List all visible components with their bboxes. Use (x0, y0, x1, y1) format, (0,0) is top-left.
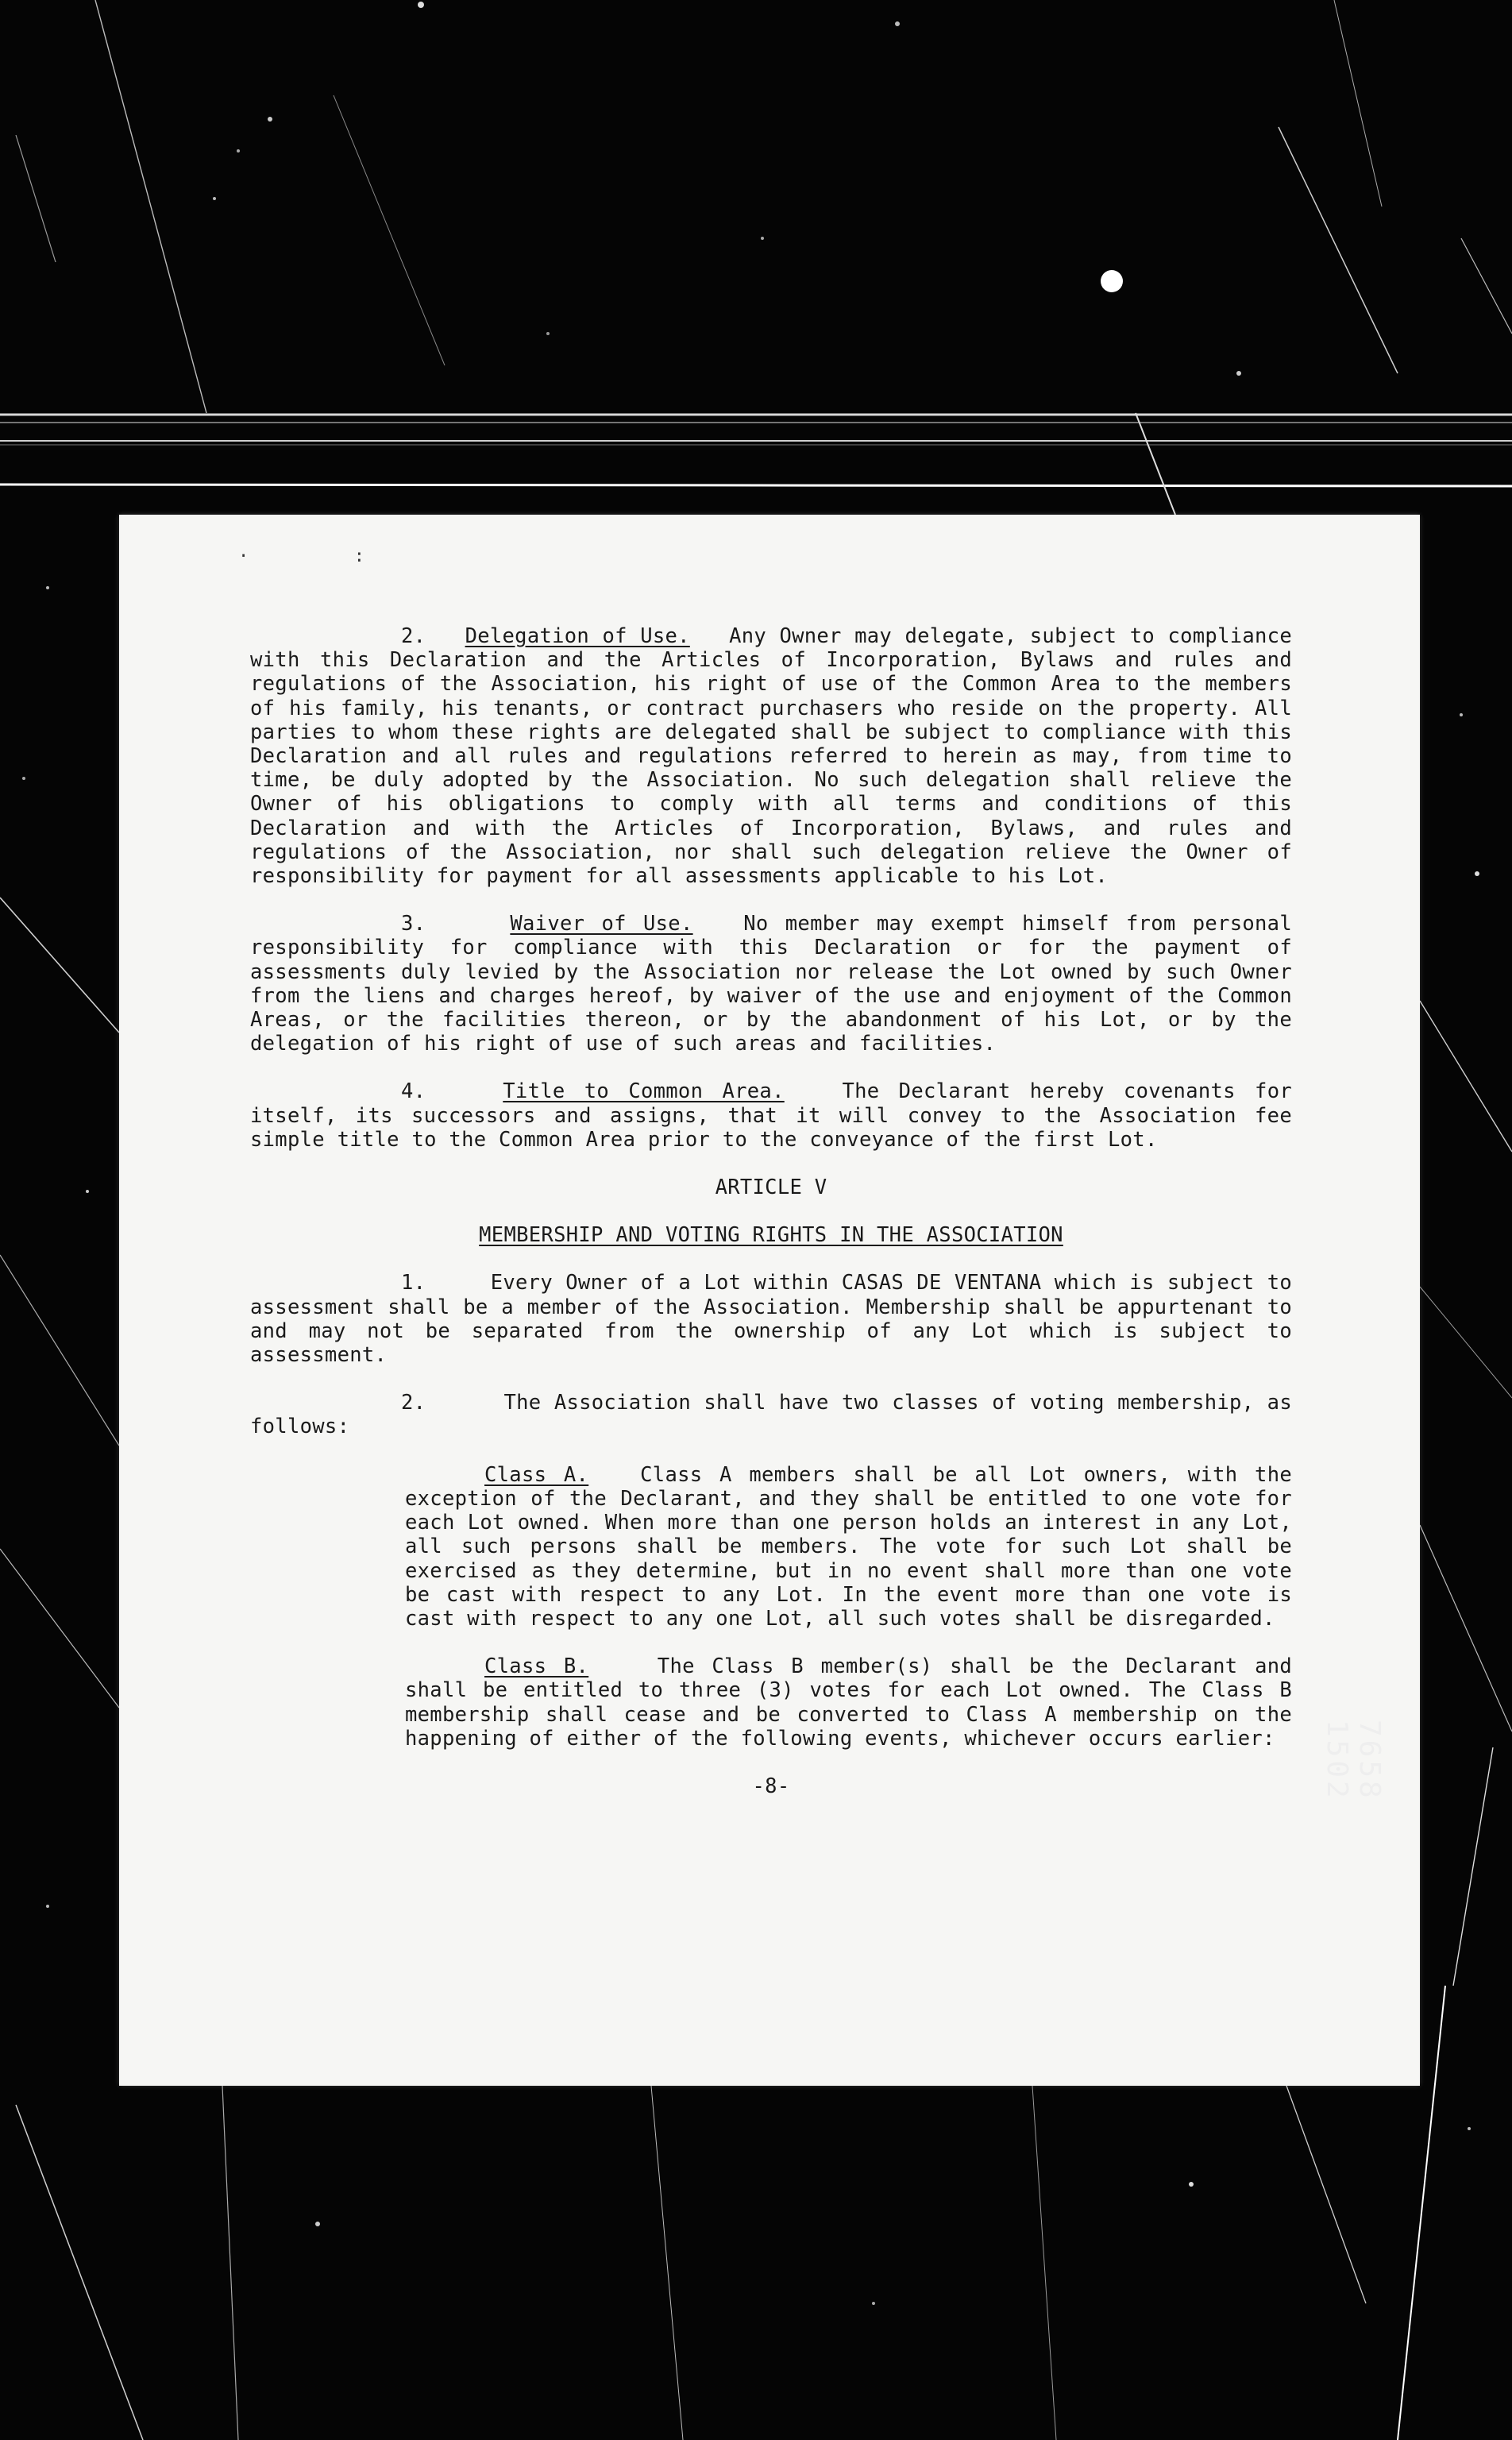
paragraph-membership (250, 1271, 1292, 1367)
paragraph-heading: Class B. (484, 1654, 589, 1679)
paragraph-voting-classes (250, 1391, 1292, 1438)
page-number: -8- (752, 1774, 790, 1798)
page-margin-marks: · : (238, 546, 364, 566)
document-page (119, 515, 1420, 2086)
paragraph-waiver-of-use (250, 912, 1292, 1056)
paragraph-body: The Declarant hereby covenants for itself, its successors and assigns, that it will convey to the Association fee simple title to the Common Area prior to the conveyance of the first Lot. (250, 1079, 1292, 1152)
paragraph-number: 2. (401, 624, 426, 648)
stamp-page-number: 1502 (1321, 1720, 1353, 1801)
paragraph-number: 3. (401, 912, 426, 936)
document-body (250, 624, 1292, 1798)
paragraph-body: Class A members shall be all Lot owners, with the exception of the Declarant, and they shall be entitled to one vote for each Lot owned. When more than one person holds an interest in any Lot, all such persons shall be members. The vote for such Lot shall be exercised as they determine, but in no event shall more than one vote be cast with respect to any Lot. In the event more than one vote is cast with respect to any one Lot, all such votes shall be disregarded. (405, 1462, 1292, 1631)
paragraph-heading: Class A. (484, 1462, 589, 1487)
paragraph-heading: Title to Common Area. (503, 1079, 785, 1104)
paragraph-number: 2. (401, 1391, 426, 1415)
paragraph-number: 1. (401, 1271, 426, 1295)
recording-stamp (1314, 1720, 1386, 1958)
section-heading: MEMBERSHIP AND VOTING RIGHTS IN THE ASSOCIATION (479, 1223, 1063, 1248)
paragraph-delegation-of-use (250, 624, 1292, 888)
paragraph-class-a (405, 1463, 1292, 1631)
paragraph-title-to-common-area (250, 1079, 1292, 1152)
paragraph-heading: Waiver of Use. (510, 912, 693, 936)
paragraph-heading: Delegation of Use. (465, 624, 690, 648)
paragraph-body: Every Owner of a Lot within CASAS DE VENTANA which is subject to assessment shall be a member of the Association. Membership shall be appurtenant to and may not be separated from the ownership of any Lot which is subject to assessment. (250, 1271, 1292, 1368)
paragraph-number: 4. (401, 1079, 426, 1104)
paragraph-body: No member may exempt himself from personal responsibility for compliance with this Declaration or for the payment of assessments duly levied by the Association nor release the Lot owned by such Owner from the liens and charges hereof, by waiver of the use and enjoyment of the Common Areas, or the facilities thereon, or by the abandonment of his Lot, or by the delegation of his right of use of such areas and facilities. (250, 912, 1292, 1056)
paragraph-class-b (405, 1654, 1292, 1751)
paragraph-body: Any Owner may delegate, subject to compliance with this Declaration and the Articles of Incorporation, Bylaws and rules and regulations of the Association, his right of use of the Common Area to the members of his family, his tenants, or contract purchasers who reside on the property. All parties to whom these rights are delegated shall be subject to compliance with this Declaration and all rules and regulations referred to herein as may, from time to time, be duly adopted by the Association. No such delegation shall relieve the Owner of his obligations to comply with all terms and conditions of this Declaration and with the Articles of Incorporation, Bylaws, and rules and regulations of the Association, nor shall such delegation relieve the Owner of responsibility for payment for all assessments applicable to his Lot. (250, 624, 1292, 889)
paragraph-body: The Class B member(s) shall be the Declarant and shall be entitled to three (3) votes for each Lot owned. The Class B membership shall cease and be converted to Class A membership on the happening of either of the following events, whichever occurs earlier: (405, 1654, 1293, 1751)
paragraph-body: The Association shall have two classes of voting membership, as follows: (250, 1391, 1292, 1439)
stamp-book-number: 7658 (1353, 1720, 1386, 1801)
article-heading: ARTICLE V (715, 1176, 827, 1200)
